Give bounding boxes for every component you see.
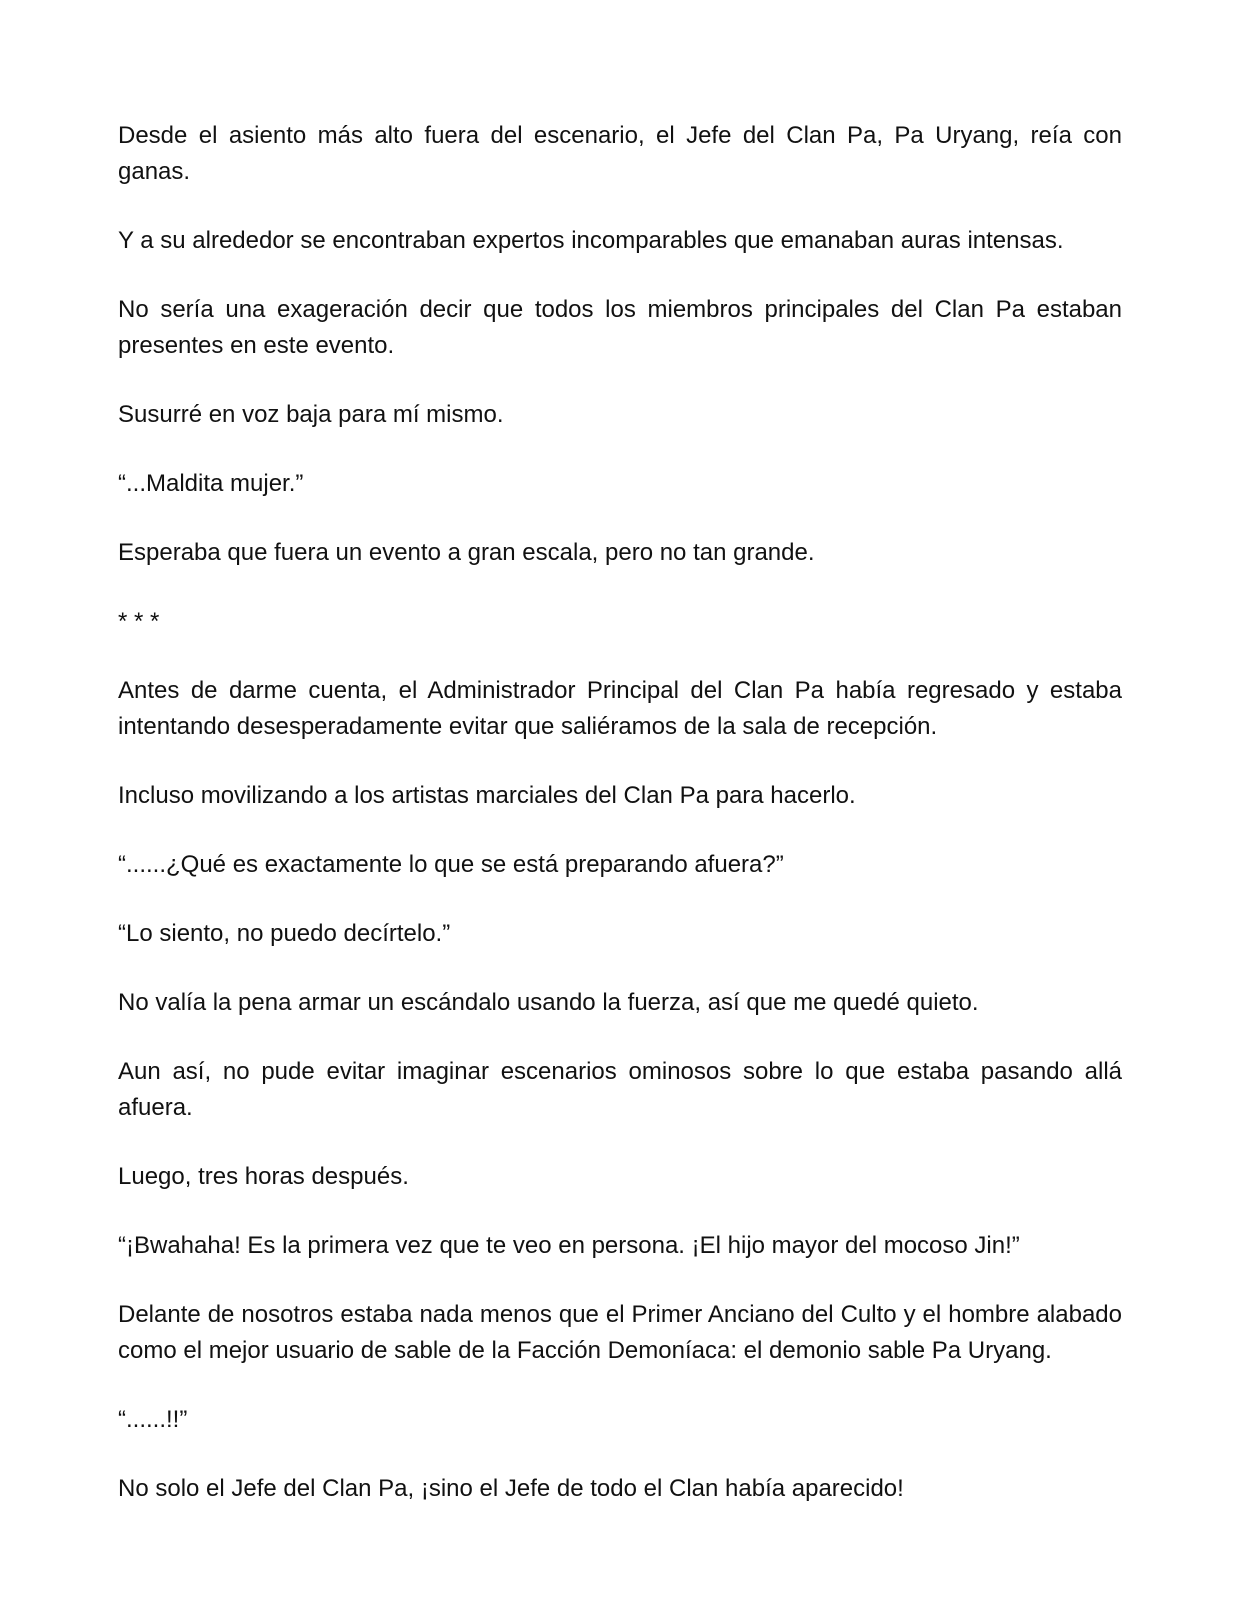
paragraph: Luego, tres horas después. xyxy=(118,1163,409,1190)
document-body xyxy=(118,118,1122,1540)
scene-break: * * * xyxy=(118,608,160,635)
paragraph: “......!!” xyxy=(118,1406,188,1433)
paragraph: Delante de nosotros estaba nada menos que el Primer Anciano del Culto y el hombre alabado como el mejor usuario de sable de la Facción Demoníaca: el demonio sable Pa Uryang. xyxy=(118,1301,1122,1364)
paragraph: No valía la pena armar un escándalo usando la fuerza, así que me quedé quieto. xyxy=(118,989,979,1016)
paragraph: Antes de darme cuenta, el Administrador Principal del Clan Pa había regresado y estaba intentando desesperadamente evitar que saliéramos de la sala de recepción. xyxy=(118,677,1122,740)
paragraph: Y a su alrededor se encontraban expertos incomparables que emanaban auras intensas. xyxy=(118,227,1064,254)
paragraph: Aun así, no pude evitar imaginar escenarios ominosos sobre lo que estaba pasando allá afuera. xyxy=(118,1058,1122,1121)
paragraph: “¡Bwahaha! Es la primera vez que te veo en persona. ¡El hijo mayor del mocoso Jin!” xyxy=(118,1232,1020,1259)
paragraph: Esperaba que fuera un evento a gran escala, pero no tan grande. xyxy=(118,539,815,566)
paragraph: No solo el Jefe del Clan Pa, ¡sino el Jefe de todo el Clan había aparecido! xyxy=(118,1475,904,1502)
paragraph: No sería una exageración decir que todos los miembros principales del Clan Pa estaban presentes en este evento. xyxy=(118,296,1122,359)
paragraph: Incluso movilizando a los artistas marciales del Clan Pa para hacerlo. xyxy=(118,782,856,809)
paragraph: “......¿Qué es exactamente lo que se está preparando afuera?” xyxy=(118,851,784,878)
paragraph: Susurré en voz baja para mí mismo. xyxy=(118,401,504,428)
paragraph: “...Maldita mujer.” xyxy=(118,470,304,497)
paragraph: Desde el asiento más alto fuera del escenario, el Jefe del Clan Pa, Pa Uryang, reía con ganas. xyxy=(118,122,1122,185)
paragraph: “Lo siento, no puedo decírtelo.” xyxy=(118,920,451,947)
